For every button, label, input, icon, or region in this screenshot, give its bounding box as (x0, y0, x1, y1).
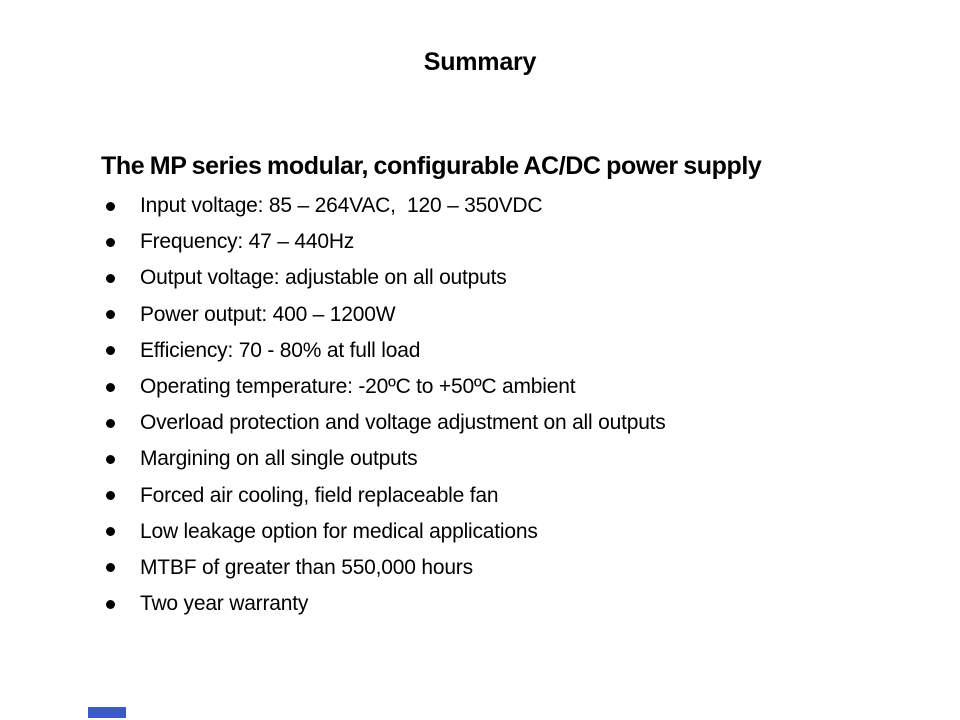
bullet-text: Low leakage option for medical applications (140, 519, 538, 543)
list-item (106, 478, 920, 514)
list-item (106, 405, 920, 441)
bullet-text: Input voltage: 85 – 264VAC, 120 – 350VDC (140, 194, 543, 218)
bullet-text: Two year warranty (140, 592, 309, 616)
list-item (106, 369, 920, 405)
bullet-icon (106, 455, 115, 464)
bullet-text: Frequency: 47 – 440Hz (140, 230, 355, 254)
bullet-icon (106, 274, 115, 283)
bullet-list (106, 188, 920, 622)
bullet-text: Power output: 400 – 1200W (140, 302, 396, 326)
list-item (106, 333, 920, 369)
list-item (106, 550, 920, 586)
list-item (106, 224, 920, 260)
bullet-text: MTBF of greater than 550,000 hours (140, 555, 473, 579)
section-heading: The MP series modular, configurable AC/DC power supply (101, 152, 762, 180)
list-item (106, 441, 920, 477)
bullet-text: Efficiency: 70 - 80% at full load (140, 338, 421, 362)
bullet-text: Output voltage: adjustable on all outputs (140, 266, 507, 290)
bullet-icon (106, 491, 115, 500)
slide-title: Summary (423, 48, 537, 76)
bullet-icon (106, 527, 115, 536)
footer-accent-bar (88, 707, 126, 718)
bullet-icon (106, 346, 115, 355)
list-item (106, 586, 920, 622)
bullet-icon (106, 202, 115, 211)
bullet-icon (106, 600, 115, 609)
bullet-text: Margining on all single outputs (140, 447, 418, 471)
bullet-text: Forced air cooling, field replaceable fan (140, 483, 499, 507)
bullet-icon (106, 310, 115, 319)
bullet-text: Operating temperature: -20ºC to +50ºC ambient (140, 375, 576, 399)
bullet-icon (106, 563, 115, 572)
bullet-icon (106, 419, 115, 428)
list-item (106, 297, 920, 333)
bullet-icon (106, 383, 115, 392)
list-item (106, 514, 920, 550)
list-item (106, 260, 920, 296)
bullet-icon (106, 238, 115, 247)
bullet-text: Overload protection and voltage adjustment on all outputs (140, 411, 666, 435)
list-item (106, 188, 920, 224)
